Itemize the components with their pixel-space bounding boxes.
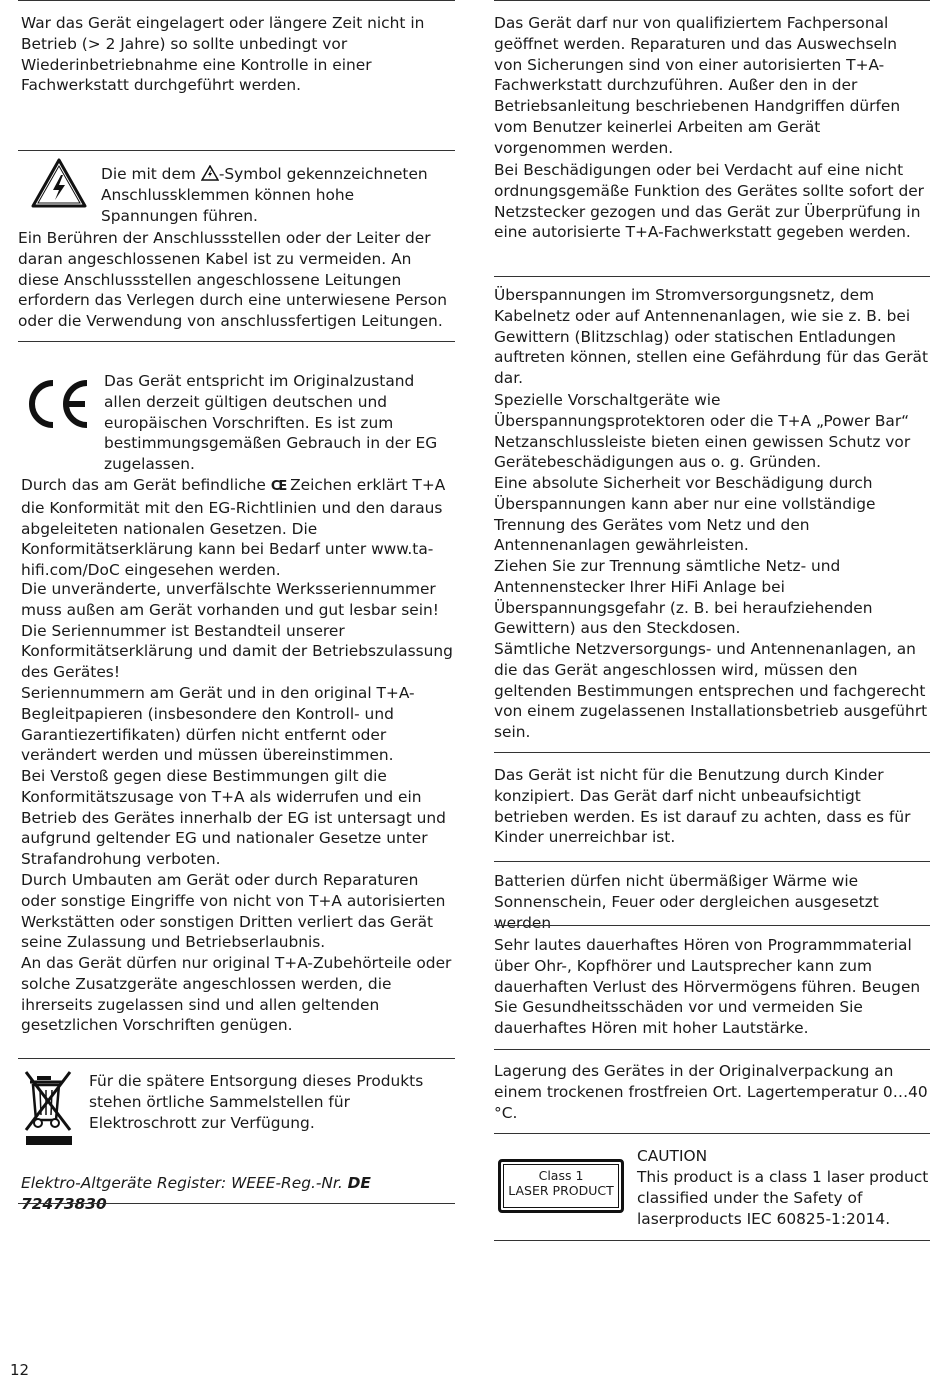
divider: [494, 276, 930, 277]
serial-match-paragraph: Seriennummern am Gerät und in den original T+A-Begleitpapieren (insbesondere den Kontroll- und Garantiezertifikaten) dürfen nicht entfernt oder verändert werden und müssen übereinstimmen.: [21, 684, 415, 765]
ce-inline-mark: CE: [270, 479, 286, 494]
surge-paragraph-4: Ziehen Sie zur Trennung sämtliche Netz- und Antennenstecker Ihrer HiFi Anlage bei Überspannungsgefahr (z. B. bei heraufziehenden Gewittern) aus den Steckdosen.: [494, 557, 873, 638]
surge-paragraph-3: Eine absolute Sicherheit vor Beschädigung durch Überspannungen kann aber nur eine vollständige Trennung des Gerätes vom Netz und den Antennenanlagen gewährleisten.: [494, 474, 876, 555]
surge-paragraph-5: Sämtliche Netzversorgungs- und Antennenanlagen, an die das Gerät angeschlossen wird, müssen den geltenden Bestimmungen entsprechen und fachgerecht von einem zugelassenen Installationsbetrieb ausgeführt sein.: [494, 640, 928, 742]
divider: [18, 341, 455, 342]
voltage-warning-body: Ein Berühren der Anschlussstellen oder der Leiter der daran angeschlossenen Kabel ist zu vermeiden. An diese Anschlussstellen angeschlossene Leitungen erfordern das Verlegen durch eine unterwiesene Person oder die Verwendung von anschlussfertigen Leitungen.: [18, 229, 447, 331]
batteries-paragraph: Batterien dürfen nicht übermäßiger Wärme wie Sonnenschein, Feuer oder dergleichen ausgesetzt werden: [494, 872, 879, 932]
divider: [18, 0, 455, 1]
weee-register-label: Elektro-Altgeräte Register: WEEE-Reg.-Nr.: [21, 1174, 348, 1192]
surge-paragraph-2: Spezielle Vorschaltgeräte wie Überspannungsprotektoren oder die T+A „Power Bar“ Netzanschlussleiste bieten einen gewissen Schutz vor Gerätebeschädigungen aus o. g. Gründen.: [494, 391, 911, 472]
service-paragraph: Das Gerät darf nur von qualifiziertem Fachpersonal geöffnet werden. Reparaturen und das Auswechseln von Sicherungen sind von einer autorisierten T+A-Fachwerkstatt durchzuführen. Außer den in der Betriebsanleitung beschriebenen Handgriffen dürfen vom Benutzer keinerlei Arbeiten am Gerät vorgenommen werden.: [494, 14, 901, 157]
weee-disposal-text: Für die spätere Entsorgung dieses Produkts stehen örtliche Sammelstellen für Elektroschrott zur Verfügung.: [89, 1072, 424, 1132]
divider: [494, 752, 930, 753]
weee-register-number: DE 72473830: [21, 1174, 371, 1213]
serial-number-paragraph: Die unveränderte, unverfälschte Werksseriennummer muss außen am Gerät vorhanden und gut lesbar sein! Die Seriennummer ist Bestandteil unserer Konformitätserklärung und damit der Betriebszulassung des Gerätes!: [21, 580, 453, 682]
divider: [494, 1240, 930, 1241]
divider: [494, 861, 930, 862]
laser-caution-text: This product is a class 1 laser product classified under the Safety of laserproducts IEC 60825-1:2014.: [637, 1168, 929, 1228]
divider: [18, 1203, 455, 1204]
storage-check-paragraph: War das Gerät eingelagert oder längere Zeit nicht in Betrieb (> 2 Jahre) so sollte unbedingt vor Wiederinbetriebnahme eine Kontrolle in einer Fachwerkstatt durchgeführt werden.: [21, 14, 425, 95]
weee-register: [21, 1173, 455, 1215]
storage-paragraph: Lagerung des Gerätes in der Originalverpackung an einem trockenen frostfreien Ort. Lagertemperatur 0…40 °C.: [494, 1062, 928, 1122]
surge-paragraph-1: Überspannungen im Stromversorgungsnetz, dem Kabelnetz oder auf Antennenanlagen, wie sie z. B. bei Gewittern (Blitzschlag) oder statischen Entladungen auftreten können, stellen eine Gefährdung für das Gerät dar.: [494, 286, 929, 388]
modification-paragraph: Durch Umbauten am Gerät oder durch Reparaturen oder sonstige Eingriffe von nicht von T+A autorisierten Werkstätten oder sonstigen Dritten verliert das Gerät seine Zulassung und Betriebserlaubnis.: [21, 871, 446, 952]
ce-conformity-intro: Das Gerät entspricht im Originalzustand allen derzeit gültigen deutschen und europäischen Vorschriften. Es ist zum bestimmungsgemäßen Gebrauch in der EG zugelassen.: [104, 372, 438, 474]
children-paragraph: Das Gerät ist nicht für die Benutzung durch Kinder konzipiert. Das Gerät darf nicht unbeaufsichtigt betrieben werden. Es ist darauf zu achten, dass es für Kinder unerreichbar ist.: [494, 766, 911, 847]
laser-caution-heading: CAUTION: [637, 1147, 708, 1165]
divider: [494, 925, 930, 926]
accessories-paragraph: An das Gerät dürfen nur original T+A-Zubehörteile oder solche Zusatzgeräte angeschlossen werden, die ihrerseits zugelassen sind und allen geltenden gesetzlichen Vorschriften genügen.: [21, 954, 452, 1035]
voltage-symbol-inline-icon: [201, 165, 219, 181]
ce-declaration-paragraph: Durch das am Gerät befindliche CE Zeichen erklärt T+A die Konformität mit den EG-Richtlinien und den daraus abgeleiteten nationalen Gesetzen. Die Konformitätserklärung kann bei Bedarf unter www.ta-hifi.com/DoC eingesehen werden.: [21, 476, 446, 580]
ce-mark-icon: [25, 377, 91, 431]
divider: [18, 1058, 455, 1059]
high-voltage-warning-icon: [30, 157, 88, 209]
weee-crossed-bin-icon: [24, 1068, 74, 1146]
violation-paragraph: Bei Verstoß gegen diese Bestimmungen gilt die Konformitätszusage von T+A als widerrufen und ein Betrieb des Gerätes innerhalb der EG ist untersagt und aufgrund geltender EG und nationaler Gesetze unter Strafandrohung verboten.: [21, 767, 446, 869]
hearing-paragraph: Sehr lautes dauerhaftes Hören von Programmmaterial über Ohr-, Kopfhörer und Lautsprecher kann zum dauerhaften Verlust des Hörvermögens führen. Beugen Sie Gesundheitsschäden vor und vermeiden Sie dauerhaftes Hören mit hoher Lautstärke.: [494, 936, 921, 1038]
page-number: 12: [10, 1361, 30, 1379]
damage-paragraph: Bei Beschädigungen oder bei Verdacht auf eine nicht ordnungsgemäße Funktion des Gerätes sollte sofort der Netzstecker gezogen und das Gerät zur Überprüfung in eine autorisierte T+A-Fachwerkstatt gegeben werden.: [494, 161, 925, 242]
divider: [494, 1049, 930, 1050]
voltage-warning-intro: Die mit dem -Symbol gekennzeichneten Anschlussklemmen können hohe Spannungen führen.: [101, 165, 428, 225]
divider: [18, 150, 455, 151]
divider: [494, 0, 930, 1]
laser-class-label: [498, 1159, 624, 1213]
laser-label-line1: Class 1: [538, 1168, 584, 1183]
laser-label-line2: LASER PRODUCT: [508, 1183, 614, 1198]
divider: [494, 1133, 930, 1134]
